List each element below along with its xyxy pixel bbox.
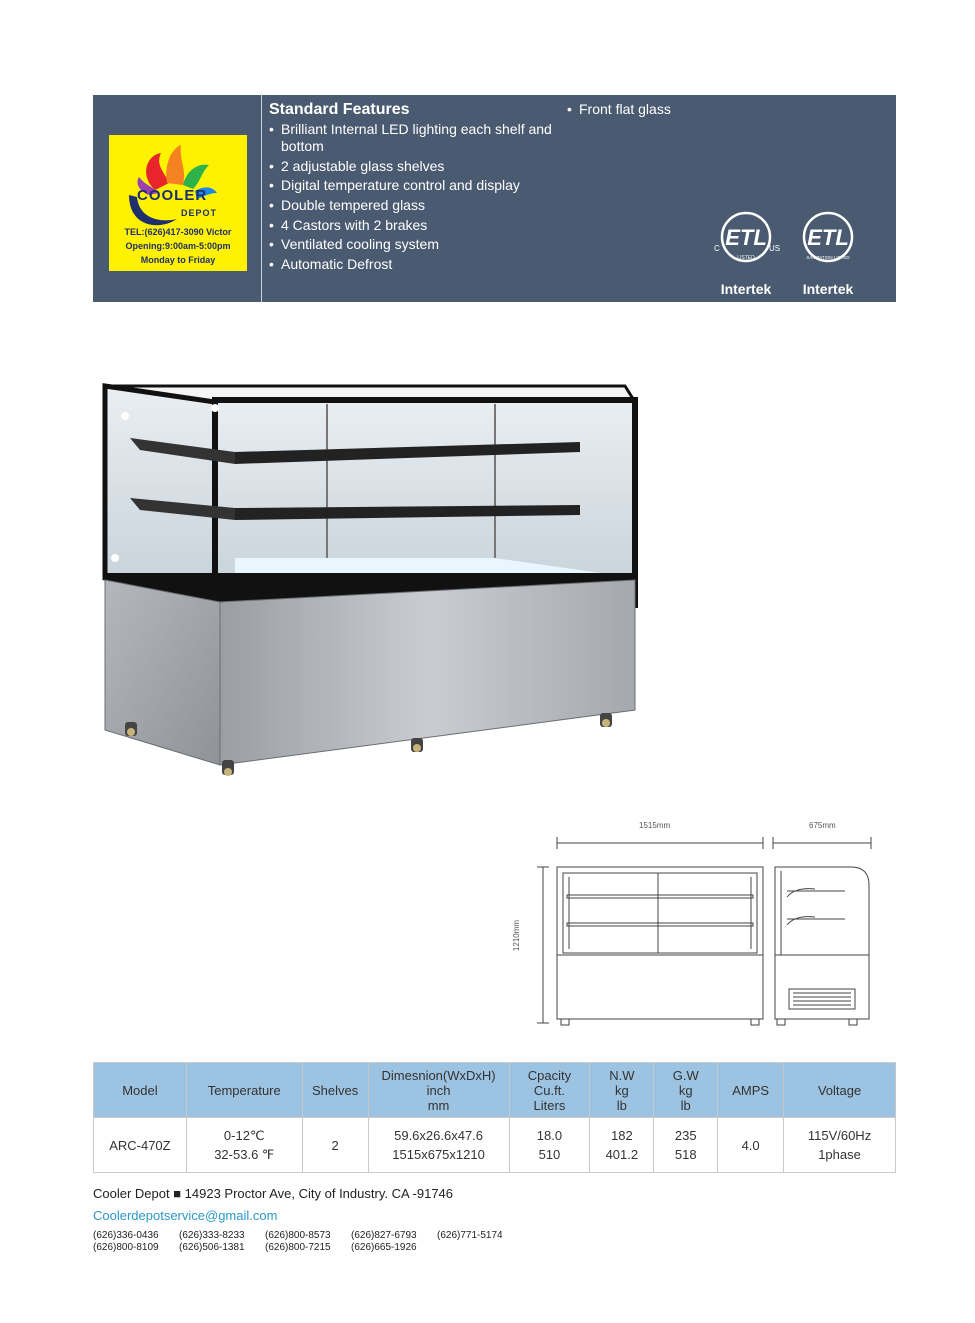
features-list (269, 121, 559, 276)
header-dimension: Dimesnion(WxDxH) inch mm (368, 1063, 509, 1118)
etl-sanitation-icon (793, 207, 863, 277)
cell-gross-weight: 235 518 (654, 1118, 718, 1173)
cell-capacity: 18.0 510 (509, 1118, 590, 1173)
feature-item: • 2 adjustable glass shelves (269, 158, 559, 175)
depth-dimension-label: 675mm (809, 821, 836, 830)
cell-amps: 4.0 (718, 1118, 784, 1173)
header-model: Model (94, 1063, 187, 1118)
phone-number: (626)800-8109 (93, 1242, 159, 1253)
phone-list (93, 1230, 533, 1254)
logo-days: Monday to Friday (140, 255, 216, 265)
etl-listed-icon (711, 207, 781, 277)
feature-item: • 4 Castors with 2 brakes (269, 217, 559, 234)
table-row (94, 1118, 896, 1173)
cell-shelves: 2 (302, 1118, 368, 1173)
feature-item: • Double tempered glass (269, 197, 559, 214)
svg-text:SANITATION LISTED: SANITATION LISTED (806, 255, 850, 260)
feature-item: • Digital temperature control and display (269, 177, 559, 194)
spec-table-header-row (94, 1063, 896, 1118)
feature-item: • Automatic Defrost (269, 256, 559, 273)
header-gross-weight: G.W kg lb (654, 1063, 718, 1118)
phone-number: (626)506-1381 (179, 1242, 245, 1253)
header-amps: AMPS (718, 1063, 784, 1118)
email-link[interactable]: Coolerdepotservice@gmail.com (93, 1208, 278, 1223)
features-banner (93, 95, 896, 302)
svg-text:ETL: ETL (807, 225, 849, 250)
svg-text:LISTED: LISTED (737, 255, 755, 261)
dimension-drawing (512, 815, 875, 1040)
header-capacity: Cpacity Cu.ft. Liters (509, 1063, 590, 1118)
header-temperature: Temperature (186, 1063, 302, 1118)
phone-number: (626)800-7215 (265, 1242, 331, 1253)
svg-text:US: US (769, 244, 781, 253)
intertek-label: Intertek (802, 281, 854, 297)
logo-brand-depot: DEPOT (181, 208, 218, 218)
cell-temperature: 0-12℃ 32-53.6 ℉ (186, 1118, 302, 1173)
cell-model: ARC-470Z (94, 1118, 187, 1173)
header-voltage: Voltage (784, 1063, 896, 1118)
banner-divider (261, 95, 262, 302)
svg-text:ETL: ETL (725, 225, 767, 250)
logo-brand-cooler: COOLER (137, 187, 208, 204)
phone-number: (626)827-6793 (351, 1230, 417, 1241)
logo-hours: Opening:9:00am-5:00pm (125, 241, 231, 251)
features-title: Standard Features (269, 101, 410, 118)
svg-text:C: C (714, 244, 720, 253)
height-dimension-label: 1210mm (512, 919, 522, 952)
feature-item: • Brilliant Internal LED lighting each shelf and bottom (269, 121, 559, 155)
dimension-drawing-svg (515, 815, 875, 1035)
header-net-weight: N.W kg lb (590, 1063, 654, 1118)
phone-number: (626)800-8573 (265, 1230, 331, 1241)
phone-number: (626)771-5174 (437, 1230, 503, 1241)
feature-front-glass: • Front flat glass (567, 101, 671, 117)
spec-table (93, 1062, 896, 1173)
display-case-product-image (95, 380, 645, 785)
feature-item: • Ventilated cooling system (269, 236, 559, 253)
width-dimension-label: 1515mm (639, 821, 671, 830)
cell-voltage: 115V/60Hz 1phase (784, 1118, 896, 1173)
header-shelves: Shelves (302, 1063, 368, 1118)
logo-tel: TEL:(626)417-3090 Victor (124, 227, 232, 237)
phone-number: (626)336-0436 (93, 1230, 159, 1241)
company-address: Cooler Depot ■ 14923 Proctor Ave, City of Industry. CA -91746 (93, 1186, 454, 1201)
cooler-depot-logo (109, 135, 247, 271)
cell-dimension: 59.6x26.6x47.6 1515x675x1210 (368, 1118, 509, 1173)
etl-listed-cert (711, 207, 781, 297)
etl-sanitation-cert (793, 207, 863, 297)
phone-number: (626)665-1926 (351, 1242, 417, 1253)
intertek-label: Intertek (720, 281, 772, 297)
phone-number: (626)333-8233 (179, 1230, 245, 1241)
cell-net-weight: 182 401.2 (590, 1118, 654, 1173)
